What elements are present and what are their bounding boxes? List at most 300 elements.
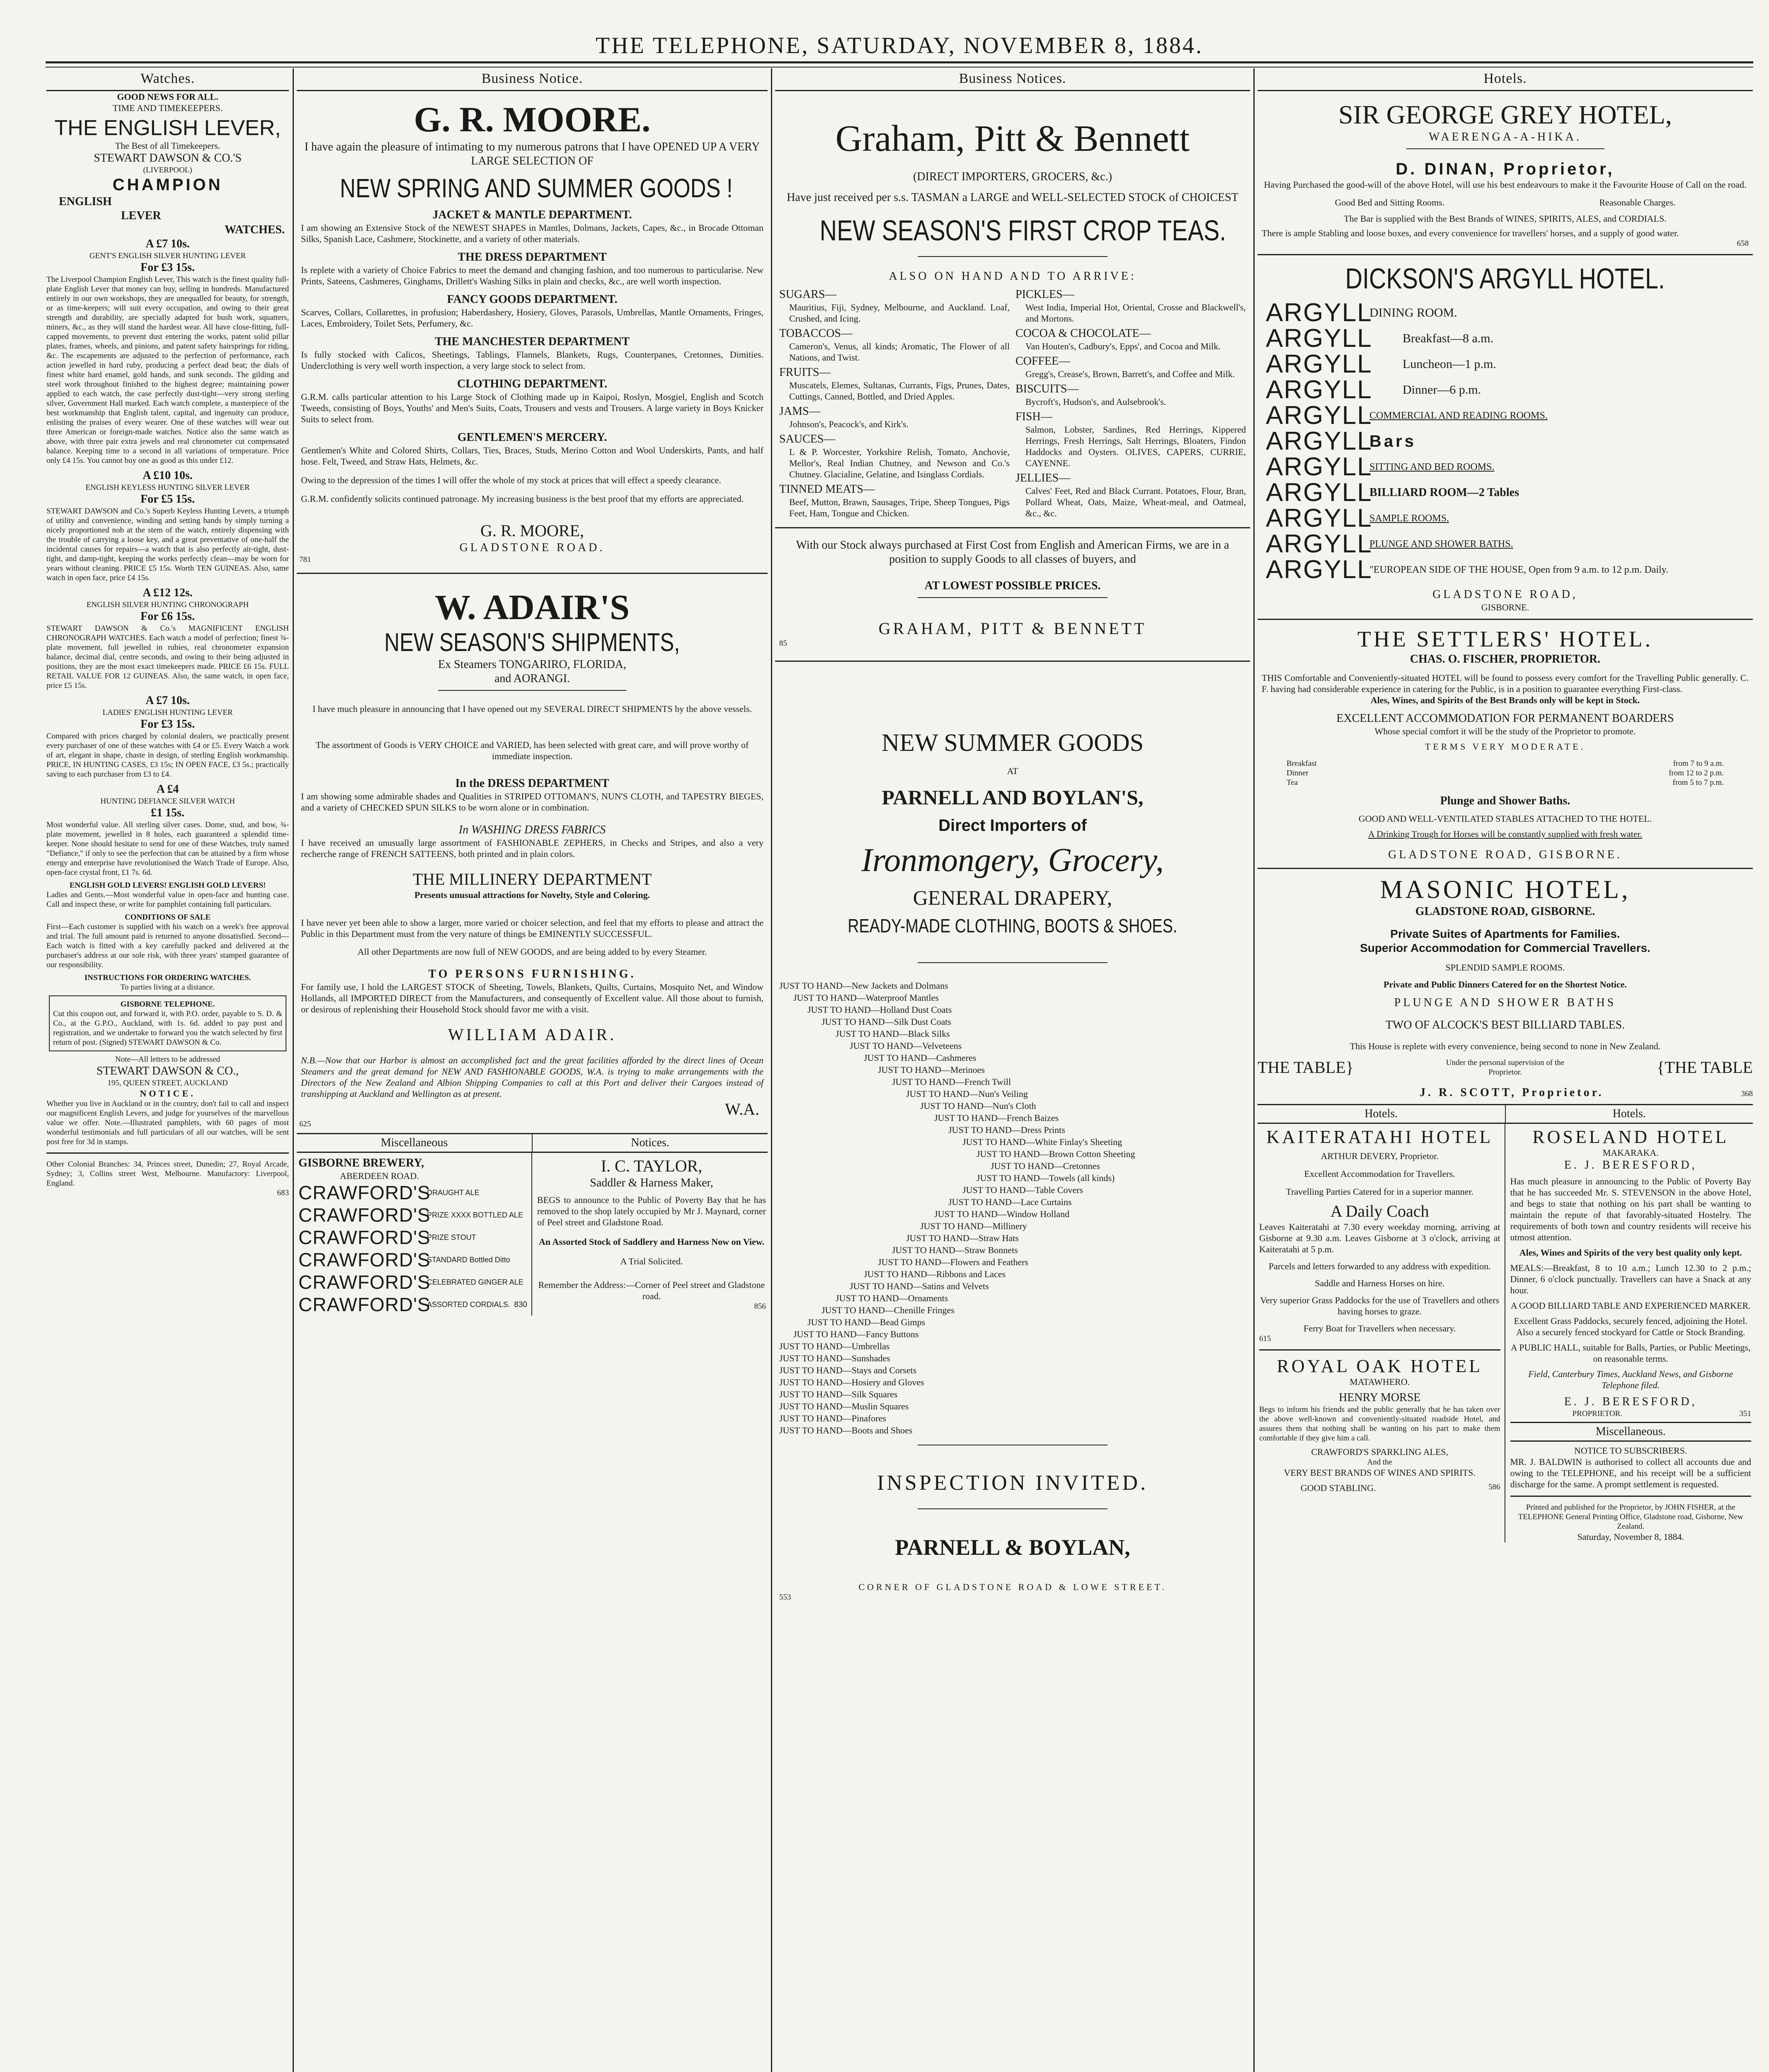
masthead: THE TELEPHONE, SATURDAY, NOVEMBER 8, 1884. <box>596 33 1203 58</box>
masonic-feature: Superior Accommodation for Commercial Travellers. <box>1360 942 1650 954</box>
scott-proprietor: J. R. SCOTT, Proprietor. <box>1420 1086 1604 1099</box>
masthead-rule <box>46 61 1753 68</box>
crawford-row <box>298 1249 527 1271</box>
steamers-2: and AORANGI. <box>494 672 570 685</box>
dept-heading: JACKET & MANTLE DEPARTMENT. <box>432 208 632 221</box>
argyll-row <box>1266 351 1753 377</box>
clearance-notice: Owing to the depression of the times I will offer the whole of my stock at prices that will effect a speedy clearance. <box>301 475 721 485</box>
masonic-feature: This House is replete with every convenience, being second to none in New Zealand. <box>1350 1041 1661 1051</box>
kaiteratahi-proprietor: ARTHUR DEVERY, Proprietor. <box>1321 1151 1439 1161</box>
adair-para: I have never yet been able to show a larger, more varied or choicer selection, and feel that my efforts to please and attract the Public in this Department must from the very nature of things be EMINENTLY SUCCESSFUL. <box>301 917 763 939</box>
argyll-row <box>1266 531 1753 557</box>
masonic-feature: Private Suites of Apartments for Families. <box>1390 927 1620 940</box>
goods-item <box>779 327 1010 363</box>
meal-name: Breakfast <box>1287 759 1317 768</box>
imprint: Printed and published for the Proprietor, by JOHN FISHER, at the TELEPHONE General Printing Office, Gladstone road, Gisborne, New Zealand. <box>1518 1503 1743 1531</box>
at-label: AT <box>1007 766 1018 776</box>
millinery-heading: THE MILLINERY DEPARTMENT <box>412 870 652 888</box>
just-to-hand-item: JUST TO HAND—Cashmeres <box>864 1053 977 1063</box>
just-to-hand-item: JUST TO HAND—French Baizes <box>934 1113 1059 1123</box>
price-offer: £1 15s. <box>151 806 184 819</box>
section-header: Hotels. <box>1612 1107 1646 1120</box>
goods-category: JAMS— <box>779 405 821 418</box>
dept-body: I am showing an Extensive Stock of the NEWEST SHAPES in Mantles, Dolmans, Jackets, Capes, &c., in Brocade Ottoman Silks, Spanish Lace, Cashmere, Stockinette, and a variety of other materials. <box>301 223 763 244</box>
conditions-body: First—Each customer is supplied with his watch on a week's free approval and trial. The full amount paid is returned to anyone dissatisfied. Second—Each watch is fitted with a key carefully packed and delivered at the purchaser's address at our sole risk, with three years' stamped guarantee of our responsibility. <box>46 922 289 969</box>
price-heading: A £7 10s. <box>145 237 190 250</box>
argyll-address: GLADSTONE ROAD, <box>1432 588 1578 601</box>
notice-heading: NOTICE. <box>140 1088 196 1099</box>
misc-row <box>297 1153 768 1316</box>
price-offer: For £6 15s. <box>141 610 195 623</box>
table-label: {THE TABLE <box>1657 1058 1753 1077</box>
crawford-item: ASSORTED CORDIALS. <box>427 1300 510 1309</box>
patronage-notice: G.R.M. confidently solicits continued patronage. My increasing business is the best proof that my efforts are appreciated. <box>301 494 744 504</box>
imprint-date: Saturday, November 8, 1884. <box>1577 1532 1684 1542</box>
royal-oak-proprietor: HENRY MORSE <box>1339 1391 1421 1404</box>
masonic-title: MASONIC HOTEL, <box>1380 876 1631 904</box>
argyll-item: Dinner—6 p.m. <box>1403 383 1481 397</box>
hotels-row <box>1258 1124 1753 1542</box>
product-description: The Liverpool Champion English Lever, This watch is the finest quality full-plate English Lever that money can buy, selling in hundreds. Manufactured entirely in our own workshops, they are unequalled for beauty, for strength, or as time-keepers; will suit every occupation, and owing to their great strength and durability, are specially adapted for bush work, squatters, miners, &c., as they will stand the hardest wear. All have close-fitting, full-capped movements, to prevent dust entering the works, patent solid pillar plates, frames, wheels, and pinions, and patent safety hairsprings for riding, &c. The escapements are adjusted to the perfection of performance, each action jewelled in hard ruby, producing a perfect dead beat; the dials of finest white hard enamel, gold hands, and sunk seconds. The gilding and steel work throughout finished to the highest degree; maintaining power applied to each watch, the case perfectly dust-tight—very strong sterling silver, Government Hall marked. Each watch complete, a masterpiece of the best workmanship that English talent, capital, and ingenuity can produce, enlisting the praises of every wearer. One of these watches will wear out three American or foreign-made watches. Notice also the same watch as above, with three pair extra jewels and real chronometer cut compensated balance. Keeping time to a second in all variations of temperature. Price only £4 15s. You cannot buy one as good as this under £12. <box>46 275 289 465</box>
divider <box>1258 619 1753 620</box>
just-to-hand-item: JUST TO HAND—Millinery <box>920 1221 1027 1231</box>
lowest-prices: AT LOWEST POSSIBLE PRICES. <box>924 579 1101 592</box>
sggh-title: SIR GEORGE GREY HOTEL, <box>1338 100 1672 129</box>
ad-number: 856 <box>754 1302 766 1311</box>
argyll-word: ARGYLL <box>1266 478 1372 507</box>
headline: TIME AND TIMEKEEPERS. <box>112 103 223 113</box>
goods-detail: L & P. Worcester, Yorkshire Relish, Tomato, Anchovie, Mellor's, Real Indian Chutney, and Newson and Co.'s Chutney. Glacialine, Gelatine, and Isinglass Cordials. <box>789 447 1010 479</box>
argyll-item: "EUROPEAN SIDE OF THE HOUSE, Open from 9 a.m. to 12 p.m. Daily. <box>1369 564 1669 575</box>
roseland-prop: PROPRIETOR. <box>1572 1409 1623 1418</box>
brewery-ad <box>297 1153 532 1316</box>
coupon-title: GISBORNE TELEPHONE. <box>120 1000 215 1009</box>
adair-para: All other Departments are now full of NEW GOODS, and are being added to by every Steamer. <box>357 946 707 957</box>
ironmongery: Ironmongery, Grocery, <box>861 842 1164 879</box>
readymade-wrap <box>775 914 1250 937</box>
argyll-item: Breakfast—8 a.m. <box>1403 332 1494 345</box>
product-description: Compared with prices charged by colonial dealers, we practically present every purchaser of one of these watches with £4 or £5. Every Watch a work of art, elegant in shape, chaste in design, of sterling English workmanship. PRICE, IN HUNTING CASES, £3 15s; IN OPEN FACE, £3 5s.; practically saving to each purchaser from £3 to £4. <box>46 732 289 779</box>
kaiteratahi-text: Leaves Kaiteratahi at 7.30 every weekday morning, arriving at Gisborne at 9.30 a.m. Leaves Gisborne at 3 o'clock, arriving at Kaiteratahi at 5 p.m. <box>1259 1222 1500 1254</box>
misc-header-row <box>297 1133 768 1153</box>
meal-times <box>1287 759 1724 787</box>
argyll-row <box>1266 300 1753 326</box>
dah-wrap <box>1258 261 1753 296</box>
divider <box>1406 148 1604 149</box>
goods-item <box>779 482 1010 519</box>
instructions-heading: INSTRUCTIONS FOR ORDERING WATCHES. <box>84 973 251 982</box>
dept-body: Scarves, Collars, Collarettes, in profusion; Haberdashery, Hosiery, Gloves, Parasols, Umbrellas, Mantle Ornaments, Fringes, Laces, Embroidery, Toilet Sets, Perfumery, &c. <box>301 307 763 329</box>
english-label: ENGLISH <box>59 195 112 208</box>
ad-number: 553 <box>779 1593 791 1602</box>
divider <box>775 527 1250 528</box>
crawford-item: STANDARD Bottled Ditto <box>427 1256 510 1264</box>
argyll-item: BILLIARD ROOM—2 Tables <box>1369 486 1519 499</box>
adair-title: W. ADAIR'S <box>435 587 630 627</box>
meal-time: from 5 to 7 p.m. <box>1672 778 1724 787</box>
argyll-word: ARGYLL <box>1266 427 1372 455</box>
plunge-baths: Plunge and Shower Baths. <box>1440 794 1570 807</box>
price-heading: A £7 10s. <box>145 694 190 707</box>
just-to-hand-item: JUST TO HAND—White Finlay's Sheeting <box>962 1137 1122 1147</box>
kaiteratahi-text: Very superior Grass Paddocks for the use of Travellers and others having horses to graze. <box>1260 1295 1500 1317</box>
hotels-header-row <box>1258 1104 1753 1124</box>
just-to-hand-item: JUST TO HAND—Chenille Fringes <box>821 1305 955 1315</box>
goods-item <box>1015 327 1246 352</box>
also-heading: ALSO ON HAND AND TO ARRIVE: <box>889 270 1137 283</box>
just-to-hand-item: JUST TO HAND—French Twill <box>892 1077 1011 1087</box>
ad-number: 586 <box>1488 1483 1500 1491</box>
divider <box>918 1508 1107 1509</box>
dept-heading: GENTLEMEN'S MERCERY. <box>457 431 607 444</box>
sggh-place: WAERENGA-A-HIKA. <box>1429 131 1582 143</box>
sggh-feature: Reasonable Charges. <box>1599 197 1676 208</box>
dept-heading: FANCY GOODS DEPARTMENT. <box>447 293 618 306</box>
crawford-item: DRAUGHT ALE <box>427 1188 480 1197</box>
furnishing-body: For family use, I hold the LARGEST STOCK of Sheeting, Towels, Blankets, Quilts, Curtains, Mosquito Net, and Window Hollands, all IMPORTED DIRECT from the Manufacturers, and consequently of Excellent value. All those about to furnish, or desirous of replenishing their Household Stock should favor me with a visit. <box>301 982 763 1014</box>
just-to-hand-item: JUST TO HAND—Table Covers <box>962 1185 1083 1195</box>
gpb-title: Graham, Pitt & Bennett <box>835 118 1190 159</box>
order-coupon <box>49 995 286 1051</box>
argyll-row <box>1266 454 1753 480</box>
goods-item <box>1015 288 1246 324</box>
daily-coach: A Daily Coach <box>1330 1202 1429 1220</box>
sggh-feature: Good Bed and Sitting Rooms. <box>1335 197 1445 208</box>
roseland-text: MEALS:—Breakfast, 8 to 10 a.m.; Lunch 12.30 to 2 p.m.; Dinner, 6 o'clock punctually. Travellers can have a Snack at any hour. <box>1510 1263 1751 1295</box>
just-to-hand-item: JUST TO HAND—Merinoes <box>878 1065 985 1075</box>
argyll-word: ARGYLL <box>1266 375 1372 404</box>
divider <box>918 962 1107 963</box>
gold-levers-body: Ladies and Gents.—Most wonderful value in open-face and hunting case. Call and inspect these, or write for pamphlet containing full particulars. <box>46 891 289 909</box>
just-to-hand-item: JUST TO HAND—Brown Cotton Sheeting <box>977 1149 1135 1159</box>
dept-body: Is fully stocked with Calicos, Sheetings, Tablings, Flannels, Blankets, Rugs, Counterpanes, Cretonnes, Dimities. Underclothing is very well worth inspection, a very large stock to select from. <box>301 349 763 371</box>
settlers-boarders: EXCELLENT ACCOMMODATION FOR PERMANENT BOARDERS <box>1336 712 1674 725</box>
goods-detail: Johnson's, Peacock's, and Kirk's. <box>789 419 909 429</box>
millinery-body: Presents unusual attractions for Novelty, Style and Coloring. <box>414 890 650 900</box>
crawford-item: PRIZE XXXX BOTTLED ALE <box>427 1211 523 1219</box>
kaiteratahi-text: Saddle and Harness Horses on hire. <box>1315 1278 1445 1288</box>
table-note: Under the personal supervision of the Proprietor. <box>1446 1058 1565 1077</box>
royal-oak-title: ROYAL OAK HOTEL <box>1277 1356 1483 1376</box>
ad-number: 658 <box>1737 239 1749 248</box>
just-to-hand-item: JUST TO HAND—Nun's Cloth <box>920 1101 1036 1111</box>
goods-columns <box>775 283 1250 521</box>
sggh-features <box>1258 197 1753 208</box>
masonic-feature: PLUNGE AND SHOWER BATHS <box>1394 996 1616 1009</box>
roseland-signature: E. J. BERESFORD, <box>1564 1395 1697 1408</box>
dept-body: G.R.M. calls particular attention to his Large Stock of Clothing made up in Kaipoi, Roslyn, Mosgiel, English and Scotch Tweeds, consisting of Boys, Youths' and Men's Suits, Coats, Trousers and vests and Trousers. A large variety in Boys Knicker Suits to select from. <box>301 392 763 424</box>
divider <box>1258 868 1753 869</box>
product-title: ENGLISH SILVER HUNTING CHRONOGRAPH <box>86 600 249 609</box>
gpb-signature: GRAHAM, PITT & BENNETT <box>878 619 1147 638</box>
moore-headline: NEW SPRING AND SUMMER GOODS ! <box>340 173 733 203</box>
divider <box>918 597 1107 598</box>
price-heading: A £10 10s. <box>143 469 193 482</box>
goods-detail: Bycroft's, Hudson's, and Aulsebrook's. <box>1025 397 1166 407</box>
section-header: Miscellaneous. <box>1510 1422 1752 1442</box>
table-row <box>1258 1058 1753 1077</box>
just-to-hand-item: JUST TO HAND—Satins and Velvets <box>850 1281 989 1291</box>
teas-wrap <box>775 213 1250 248</box>
argyll-word: ARGYLL <box>1266 324 1372 353</box>
argyll-word: ARGYLL <box>1266 453 1372 481</box>
coupon-body: Cut this coupon out, and forward it, with P.O. order, payable to S. D. & Co., at the G.P.O., Auckland, with 1s. 6d. added to pay post and registration, and we undertake to forward you the watch selected by first return of post. (Signed) STEWART DAWSON & Co. <box>53 1009 282 1047</box>
roseland-text: Ales, Wines and Spirits of the very best quality only kept. <box>1519 1247 1742 1258</box>
goods-item <box>779 366 1010 402</box>
dept-heading: THE DRESS DEPARTMENT <box>458 251 607 264</box>
argyll-row <box>1266 377 1753 403</box>
argyll-item: COMMERCIAL AND READING ROOMS. <box>1369 410 1548 421</box>
masonic-feature: TWO OF ALCOCK'S BEST BILLIARD TABLES. <box>1385 1019 1625 1031</box>
goods-detail: Calves' Feet, Red and Black Currant. Potatoes, Flour, Bran, Pollard Wheat, Oats, Maize, Wheat-meal, and Oatmeal, &c., &c. <box>1025 486 1246 518</box>
crawford-word: CRAWFORD'S <box>298 1227 431 1248</box>
goods-item <box>779 432 1010 480</box>
crawford-row <box>298 1293 527 1316</box>
instructions-sub: To parties living at a distance. <box>120 983 215 992</box>
goods-category: COCOA & CHOCOLATE— <box>1015 327 1151 340</box>
adair-dept-heading: In WASHING DRESS FABRICS <box>458 823 606 836</box>
section-header: Hotels. <box>1258 1105 1506 1123</box>
goods-category: JELLIES— <box>1015 472 1071 484</box>
just-to-hand-item: JUST TO HAND—Straw Bonnets <box>892 1245 1018 1255</box>
pb-title: PARNELL AND BOYLAN'S, <box>882 786 1144 809</box>
crawford-word: CRAWFORD'S <box>298 1294 431 1315</box>
royal-oak-place: MATAWHERO. <box>1350 1377 1410 1387</box>
nsg-title: NEW SUMMER GOODS <box>881 729 1144 756</box>
firm-address-name: STEWART DAWSON & CO., <box>96 1065 239 1077</box>
crawford-row <box>298 1226 527 1249</box>
adair-initials: W.A. <box>725 1100 759 1118</box>
product-description: STEWART DAWSON and Co.'s Superb Keyless Hunting Levers, a triumph of utility and convenience, winding and setting hands by simply turning a nicely proportioned nob at the stem of the watch, entirely dispensing with the trouble of carrying a loose key, and a great preventative of one-half the incidental causes for repairs—a watch that is also perfectly air-tight, dust-tight, and damp-tight, keeping the works perfectly clean—may be worn for years without cleaning. PRICE £5 15s. Worth TEN GUINEAS. Also, same watch in open face, price £4 15s. <box>46 507 289 582</box>
section-header: Hotels. <box>1258 68 1753 91</box>
crawford-item: PRIZE STOUT <box>427 1233 476 1242</box>
section-header: Watches. <box>46 68 289 91</box>
subscribers-body: MR. J. BALDWIN is authorised to collect all accounts due and owing to the TELEPHONE, and his receipt will be a sufficient discharge for the same. A prompt settlement is requested. <box>1510 1457 1751 1489</box>
goods-detail: Muscatels, Elemes, Sultanas, Currants, Figs, Prunes, Dates, Cuttings, Canned, Bottled, and Dried Apples. <box>789 380 1010 402</box>
product-title: HUNTING DEFIANCE SILVER WATCH <box>100 797 235 806</box>
dept-heading: CLOTHING DEPARTMENT. <box>457 378 607 390</box>
pb-address: CORNER OF GLADSTONE ROAD & LOWE STREET. <box>858 1582 1167 1592</box>
just-to-hand-item: JUST TO HAND—Velveteens <box>850 1041 962 1051</box>
crawford-item: CELEBRATED GINGER ALE <box>427 1278 523 1286</box>
divider <box>46 1152 289 1154</box>
price-heading: A £12 12s. <box>143 586 193 599</box>
argyll-item: SITTING AND BED ROOMS. <box>1369 462 1495 472</box>
divider <box>1258 254 1753 255</box>
sggh-stabling: There is ample Stabling and loose boxes, and every convenience for travellers' horses, and a supply of good water. <box>1262 228 1679 238</box>
just-to-hand-item: JUST TO HAND—Nun's Veiling <box>906 1089 1028 1099</box>
just-to-hand-item: JUST TO HAND—Ornaments <box>836 1293 948 1303</box>
just-to-hand-item: JUST TO HAND—Fancy Buttons <box>793 1329 919 1339</box>
meal-name: Dinner <box>1287 769 1309 777</box>
meal-time: from 12 to 2 p.m. <box>1669 769 1724 777</box>
meal-name: Tea <box>1287 778 1298 787</box>
argyll-row <box>1266 326 1753 351</box>
argyll-item: Bars <box>1369 432 1416 450</box>
argyll-item: PLUNGE AND SHOWER BATHS. <box>1369 539 1513 549</box>
notice-body: Whether you live in Auckland or in the country, don't fail to call and inspect our magnificent English Levers, and judge for yourselves of the marvellous value we offer. Note.—Illustrated pamphlets, with 60 pages of most wonderful testimonials and full particulars of all our watches, will be sent post free for 3d in stamps. <box>46 1099 289 1146</box>
inspection-invited: INSPECTION INVITED. <box>877 1471 1149 1495</box>
kaiteratahi-title: KAITERATAHI HOTEL <box>1266 1127 1493 1147</box>
roseland-title: ROSELAND HOTEL <box>1532 1127 1729 1147</box>
conditions-heading: CONDITIONS OF SALE <box>124 913 211 922</box>
ad-number: 625 <box>299 1120 311 1128</box>
crawford-word: CRAWFORD'S <box>298 1249 431 1271</box>
goods-category: PICKLES— <box>1015 288 1074 301</box>
readymade: READY-MADE CLOTHING, BOOTS & SHOES. <box>848 915 1178 937</box>
adair-headline-wrap <box>297 628 768 658</box>
right-hotels <box>1505 1124 1753 1542</box>
royal-oak-footer <box>1259 1482 1500 1493</box>
column-watches <box>46 68 289 2072</box>
argyll-word: ARGYLL <box>1266 298 1372 327</box>
goods-detail: Beef, Mutton, Brawn, Sausages, Tripe, Sheep Tongues, Pigs Feet, Ham, Tongue and Chicken. <box>789 497 1010 518</box>
just-to-hand-item: JUST TO HAND—New Jackets and Dolmans <box>779 980 948 991</box>
nb-note: N.B.—Now that our Harbor is almost an accomplished fact and the great facilities afforded by the direct lines of Ocean Steamers and the great demand for NEW AND FASHIONABLE GOODS, W.A. is trying to make arrangements with the Directors of the New Zealand and Albion Shipping Companies to call at this Port and deliver their Cargoes instead of transhipping at Auckland and Wellington as at present. <box>301 1055 763 1099</box>
price-offer: For £3 15s. <box>141 261 195 274</box>
royal-oak-body: Begs to inform his friends and the public generally that he has taken over the above well-known and conveniently-situated roadside Hotel, and assures them that nothing shall be wanting on his part to make them comfortable if they give him a call. <box>1259 1405 1500 1443</box>
ad-number: 368 <box>1741 1089 1753 1098</box>
price-offer: For £5 15s. <box>141 493 195 506</box>
goods-category: TOBACCOS— <box>779 327 853 340</box>
price-heading: A £4 <box>156 783 179 796</box>
steamers: Ex Steamers TONGARIRO, FLORIDA, <box>438 658 626 671</box>
goods-right <box>1015 288 1246 521</box>
goods-detail: Salmon, Lobster, Sardines, Red Herrings, Kippered Herrings, Fresh Herrings, Salt Herrings, Bloaters, Findon Haddocks and Oysters. OLIVES, CAPERS, CURRIE, CAYENNE. <box>1025 424 1246 468</box>
divider <box>1259 1349 1500 1351</box>
ad-number: 683 <box>277 1188 289 1197</box>
moore-title: G. R. MOORE. <box>414 99 651 139</box>
crawford-word: CRAWFORD'S <box>298 1271 431 1293</box>
adair-para: The assortment of Goods is VERY CHOICE and VARIED, has been selected with great care, and will prove worthy of immediate inspection. <box>315 740 749 761</box>
kaiteratahi-text: Ferry Boat for Travellers when necessary. <box>1303 1323 1456 1334</box>
divider <box>1510 1496 1752 1497</box>
product-title: LADIES' ENGLISH HUNTING LEVER <box>102 708 233 717</box>
crawford-word: CRAWFORD'S <box>298 1182 431 1203</box>
kaiteratahi-text: Excellent Accommodation for Travellers. <box>1304 1169 1455 1179</box>
stables: GOOD AND WELL-VENTILATED STABLES ATTACHED TO THE HOTEL. <box>1358 813 1652 824</box>
argyll-word: ARGYLL <box>1266 350 1372 378</box>
adair-headline: NEW SEASON'S SHIPMENTS, <box>384 628 680 657</box>
settlers-proprietor: CHAS. O. FISCHER, PROPRIETOR. <box>1410 653 1601 666</box>
roseland-text: Excellent Grass Paddocks, securely fenced, adjoining the Hotel. Also a securely fenced stockyard for Cattle or Stock Branding. <box>1514 1316 1747 1337</box>
column-business-notice <box>297 68 768 2072</box>
crawford-row <box>298 1271 527 1293</box>
gpb-intro: Have just received per s.s. TASMAN a LARGE and WELL-SELECTED STOCK of CHOICEST <box>787 191 1238 204</box>
goods-category: BISCUITS— <box>1015 382 1079 395</box>
just-to-hand-item: JUST TO HAND—Window Holland <box>934 1209 1070 1219</box>
just-to-hand-item: JUST TO HAND—Sunshades <box>779 1353 890 1363</box>
table-label: THE TABLE} <box>1258 1058 1354 1077</box>
just-to-hand-item: JUST TO HAND—Hosiery and Gloves <box>779 1377 924 1387</box>
just-to-hand-item: JUST TO HAND—Bead Gimps <box>807 1317 926 1327</box>
goods-detail: West India, Imperial Hot, Oriental, Crosse and Blackwell's, and Mortons. <box>1025 302 1246 324</box>
product-description: STEWART DAWSON & Co.'s MAGNIFICENT ENGLISH CHRONOGRAPH WATCHES. Each watch a model of perfection; finest ¾-plate movement, full jewelled in rubies, real chronometer expansion balance, decimal dial, centre seconds, and owing to their being adjusted in positions, they are the most exact timekeepers made. PRICE £6 15s. FULL RETAIL VALUE FOR 12 GUINEAS. Also, the same watch, in open face, price £5 15s. <box>46 624 289 690</box>
scott-row <box>1258 1086 1753 1100</box>
adair-dept-body: I have received an unusually large assortment of FASHIONABLE ZEPHERS, in Checks and Stripes, and also a very recherche range of FRENCH SATTEENS, both printed and in plain colors. <box>301 838 763 859</box>
kaiteratahi-text: Parcels and letters forwarded to any address with expedition. <box>1268 1261 1491 1271</box>
adair-signature: WILLIAM ADAIR. <box>448 1025 617 1044</box>
just-to-hand-item: JUST TO HAND—Silk Dust Coats <box>821 1017 951 1027</box>
column-divider <box>293 68 294 2072</box>
adair-para: I have much pleasure in announcing that I have opened out my SEVERAL DIRECT SHIPMENTS by the above vessels. <box>312 704 752 714</box>
furnishing-heading: TO PERSONS FURNISHING. <box>428 968 636 980</box>
tagline: The Best of all Timekeepers. <box>115 140 221 151</box>
sggh-bar: The Bar is supplied with the Best Brands of WINES, SPIRITS, ALES, and CORDIALS. <box>1344 213 1667 224</box>
dinan-body: Having Purchased the good-will of the above Hotel, will use his best endeavours to make it the Favourite House of Call on the road. <box>1264 179 1747 190</box>
just-to-hand-item: JUST TO HAND—Waterproof Mantles <box>793 992 939 1003</box>
price-offer: For £3 15s. <box>141 718 195 731</box>
column-divider <box>1253 68 1255 2072</box>
taylor-title: I. C. TAYLOR, <box>601 1157 703 1175</box>
just-to-hand-item: JUST TO HAND—Flowers and Feathers <box>878 1257 1028 1267</box>
masonic-feature: Private and Public Dinners Catered for on the Shortest Notice. <box>1383 979 1627 990</box>
taylor-ad <box>532 1153 768 1316</box>
roseland-text: Field, Canterbury Times, Auckland News, and Gisborne Telephone filed. <box>1528 1369 1733 1390</box>
firm-name: STEWART DAWSON & CO.'S <box>94 152 242 165</box>
goods-detail: Mauritius, Fiji, Sydney, Melbourne, and Auckland. Loaf, Crushed, and Icing. <box>789 302 1010 324</box>
branches: Other Colonial Branches: 34, Princes street, Dunedin; 27, Royal Arcade, Sydney; 3, Collins street West, Melbourne. Manufactory: Liverpool, England. <box>46 1160 289 1188</box>
masonic-address: GLADSTONE ROAD, GISBORNE. <box>1415 905 1595 918</box>
just-to-hand-item: JUST TO HAND—Black Silks <box>836 1029 950 1039</box>
adair-dept-body: I am showing some admirable shades and Qualities in STRIPED OTTOMAN'S, NUN'S CLOTH, and TAPESTRY BIEGES, and a variety of CHECKED SPUN SILKS to be worn alone or in combination. <box>301 791 763 813</box>
just-to-hand-list <box>775 980 1250 1436</box>
goods-item <box>779 288 1010 324</box>
meal-time: from 7 to 9 a.m. <box>1673 759 1724 768</box>
product-title: ENGLISH KEYLESS HUNTING SILVER LEVER <box>85 483 250 492</box>
goods-category: COFFEE— <box>1015 355 1071 368</box>
argyll-word: ARGYLL <box>1266 504 1372 533</box>
trough: A Drinking Trough for Horses will be constantly supplied with fresh water. <box>1368 829 1643 839</box>
meal-row <box>1287 768 1724 778</box>
just-to-hand-item: JUST TO HAND—Straw Hats <box>906 1233 1019 1243</box>
just-to-hand-item: JUST TO HAND—Dress Prints <box>948 1125 1065 1135</box>
argyll-row <box>1266 428 1753 454</box>
ad-number: 781 <box>299 555 311 564</box>
product-description: Most wonderful value. All sterling silver cases. Dome, stud, and bow, ¾-plate movement, jewelled in 8 holes, each guaranteed a splendid time-keeper. None should hesitate to send for one of these Watches, truly named "Defiance," if only to see the perfection that can be attained by a firm whose energy and enterprise have revolutionised the Watch Trade of Europe. Also, open-face crystal front, £1 7s. 6d. <box>46 821 289 877</box>
champion-title: CHAMPION <box>112 176 223 194</box>
argyll-row <box>1266 506 1753 531</box>
roseland-place: MAKARAKA. <box>1602 1147 1659 1158</box>
taylor-trade: Saddler & Harness Maker, <box>590 1176 713 1189</box>
adair-dept-heading: In the DRESS DEPARTMENT <box>455 777 609 790</box>
dept-body: Is replete with a variety of Choice Fabrics to meet the demand and changing fashion, and too numerous to particularise. New Prints, Sateens, Cashmeres, Ginghams, Drillett's Washing Silks in plain and checks, &c., are well worth inspection. <box>301 265 763 286</box>
masonic-feature: SPLENDID SAMPLE ROOMS. <box>1445 962 1565 973</box>
roseland-body: Has much pleasure in announcing to the Public of Poverty Bay that he has succeeded Mr. S. STEVENSON in the above Hotel, and begs to state that nothing on his part shall be wanting to maintain the repute of that favorably-situated Hostelry. The requirements of both town and country residents will receive his utmost attention. <box>1510 1176 1751 1242</box>
goods-item <box>1015 410 1246 469</box>
gpb-subtitle: (DIRECT IMPORTERS, GROCERS, &c.) <box>913 170 1112 183</box>
argyll-word: ARGYLL <box>1266 555 1372 584</box>
divider <box>918 256 1107 257</box>
ad-number: 615 <box>1259 1334 1271 1343</box>
roseland-proprietor: E. J. BERESFORD, <box>1564 1159 1697 1172</box>
dinan-title: D. DINAN, Proprietor, <box>1396 160 1615 178</box>
divider <box>297 573 768 574</box>
just-to-hand-item: JUST TO HAND—Towels (all kinds) <box>977 1173 1115 1183</box>
lever-label: LEVER <box>121 209 161 222</box>
brewery-title: GISBORNE BREWERY, <box>298 1157 424 1169</box>
argyll-item: SAMPLE ROOMS. <box>1369 513 1449 524</box>
moore-signature: G. R. MOORE, <box>480 521 584 540</box>
settlers-address: GLADSTONE ROAD, GISBORNE. <box>1388 848 1622 861</box>
royal-oak-text: VERY BEST BRANDS OF WINES AND SPIRITS. <box>1284 1467 1476 1478</box>
crawford-row <box>298 1181 527 1204</box>
dah-title: DICKSON'S ARGYLL HOTEL. <box>1345 262 1665 295</box>
just-to-hand-item: JUST TO HAND—Ribbons and Laces <box>864 1269 1006 1279</box>
argyll-row <box>1266 557 1753 583</box>
firm-address: 195, QUEEN STREET, AUCKLAND <box>107 1079 228 1087</box>
just-to-hand-item: JUST TO HAND—Muslin Squares <box>779 1401 909 1411</box>
